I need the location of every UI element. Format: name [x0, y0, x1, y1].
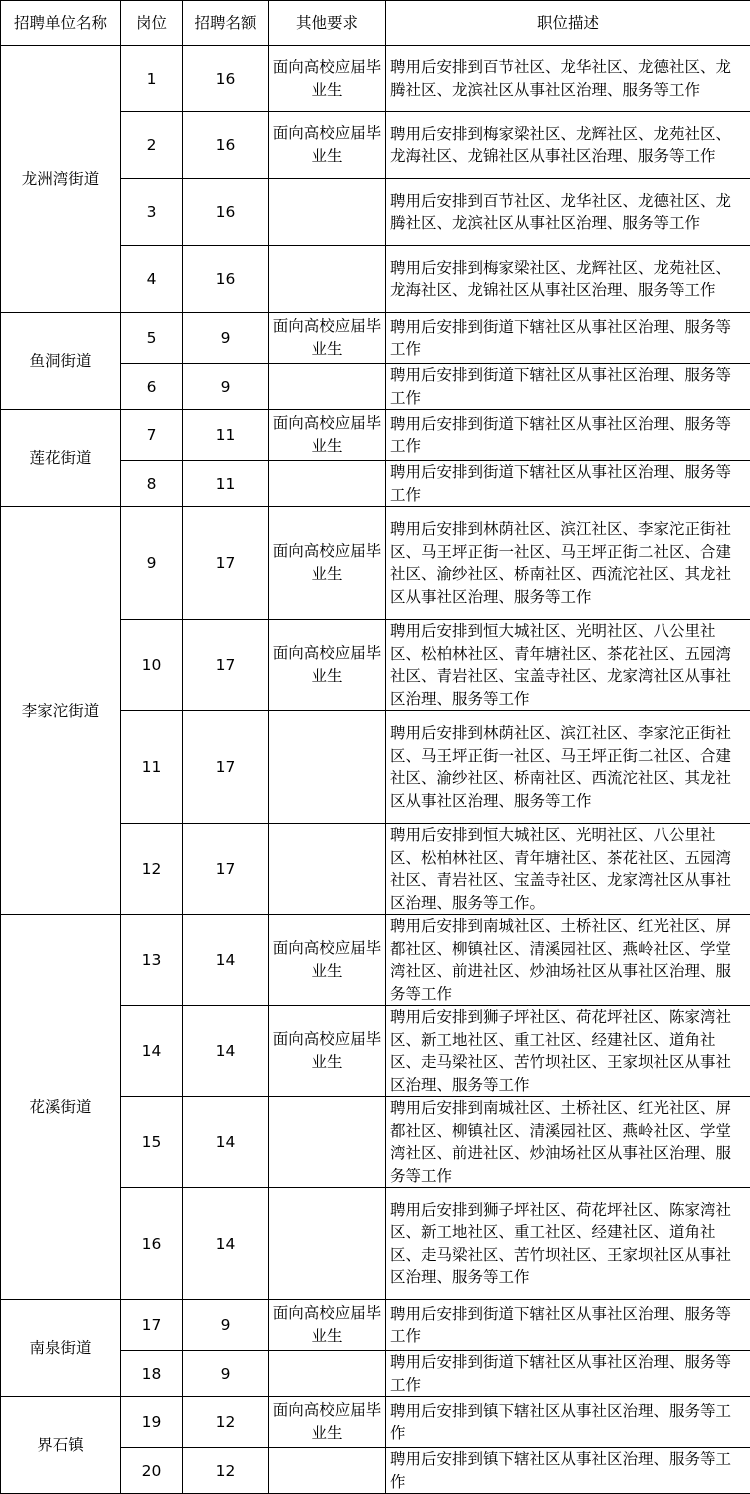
description: 聘用后安排到街道下辖社区从事社区治理、服务等工作 — [386, 1351, 750, 1397]
post-number: 15 — [121, 1097, 183, 1188]
post-number: 6 — [121, 364, 183, 410]
description: 聘用后安排到街道下辖社区从事社区治理、服务等工作 — [386, 313, 750, 364]
description: 聘用后安排到镇下辖社区从事社区治理、服务等工作 — [386, 1448, 750, 1494]
unit-name: 花溪街道 — [1, 915, 121, 1300]
description: 聘用后安排到狮子坪社区、荷花坪社区、陈家湾社区、新工地社区、重工社区、经建社区、道角社区、走马梁社区、苦竹坝社区、王家坝社区从事社区治理、服务等工作 — [386, 1188, 750, 1300]
header-unit-name: 招聘单位名称 — [1, 1, 121, 46]
table-row — [1, 915, 750, 1006]
requirement — [269, 1448, 386, 1494]
post-number: 8 — [121, 461, 183, 507]
requirement — [269, 461, 386, 507]
header-quota: 招聘名额 — [183, 1, 269, 46]
requirement — [269, 1351, 386, 1397]
quota: 12 — [183, 1397, 269, 1448]
quota: 16 — [183, 246, 269, 313]
requirement: 面向高校应届毕业生 — [269, 1300, 386, 1351]
description: 聘用后安排到梅家梁社区、龙辉社区、龙苑社区、龙海社区、龙锦社区从事社区治理、服务等工作 — [386, 246, 750, 313]
quota: 14 — [183, 1097, 269, 1188]
description: 聘用后安排到狮子坪社区、荷花坪社区、陈家湾社区、新工地社区、重工社区、经建社区、道角社区、走马梁社区、苦竹坝社区、王家坝社区从事社区治理、服务等工作 — [386, 1006, 750, 1097]
description: 聘用后安排到街道下辖社区从事社区治理、服务等工作 — [386, 410, 750, 461]
post-number: 5 — [121, 313, 183, 364]
description: 聘用后安排到恒大城社区、光明社区、八公里社区、松柏林社区、青年塘社区、茶花社区、五园湾社区、青岩社区、宝盖寺社区、龙家湾社区从事社区治理、服务等工作。 — [386, 824, 750, 915]
quota: 14 — [183, 1006, 269, 1097]
quota: 14 — [183, 915, 269, 1006]
quota: 17 — [183, 711, 269, 824]
description: 聘用后安排到南城社区、土桥社区、红光社区、屏都社区、柳镇社区、清溪园社区、燕岭社区、学堂湾社区、前进社区、炒油场社区从事社区治理、服务等工作 — [386, 915, 750, 1006]
quota: 14 — [183, 1188, 269, 1300]
requirement — [269, 1188, 386, 1300]
description: 聘用后安排到梅家梁社区、龙辉社区、龙苑社区、龙海社区、龙锦社区从事社区治理、服务等工作 — [386, 112, 750, 179]
post-number: 4 — [121, 246, 183, 313]
description: 聘用后安排到南城社区、土桥社区、红光社区、屏都社区、柳镇社区、清溪园社区、燕岭社区、学堂湾社区、前进社区、炒油场社区从事社区治理、服务等工作 — [386, 1097, 750, 1188]
unit-name: 南泉街道 — [1, 1300, 121, 1397]
header-requirements: 其他要求 — [269, 1, 386, 46]
post-number: 17 — [121, 1300, 183, 1351]
unit-name: 界石镇 — [1, 1397, 121, 1494]
header-post: 岗位 — [121, 1, 183, 46]
quota: 17 — [183, 824, 269, 915]
quota: 11 — [183, 410, 269, 461]
unit-name: 李家沱街道 — [1, 507, 121, 915]
quota: 9 — [183, 364, 269, 410]
requirement — [269, 179, 386, 246]
requirement: 面向高校应届毕业生 — [269, 507, 386, 620]
table-row — [1, 507, 750, 620]
post-number: 19 — [121, 1397, 183, 1448]
quota: 17 — [183, 507, 269, 620]
requirement: 面向高校应届毕业生 — [269, 313, 386, 364]
requirement — [269, 711, 386, 824]
description: 聘用后安排到街道下辖社区从事社区治理、服务等工作 — [386, 1300, 750, 1351]
post-number: 14 — [121, 1006, 183, 1097]
table-row — [1, 46, 750, 112]
requirement — [269, 824, 386, 915]
quota: 9 — [183, 1300, 269, 1351]
post-number: 7 — [121, 410, 183, 461]
unit-name: 龙洲湾街道 — [1, 46, 121, 313]
post-number: 20 — [121, 1448, 183, 1494]
requirement: 面向高校应届毕业生 — [269, 112, 386, 179]
description: 聘用后安排到林荫社区、滨江社区、李家沱正街社区、马王坪正街一社区、马王坪正街二社区、合建社区、渝纱社区、桥南社区、西流沱社区、其龙社区从事社区治理、服务等工作 — [386, 711, 750, 824]
post-number: 12 — [121, 824, 183, 915]
requirement — [269, 364, 386, 410]
description: 聘用后安排到百节社区、龙华社区、龙德社区、龙腾社区、龙滨社区从事社区治理、服务等工作 — [386, 46, 750, 112]
description: 聘用后安排到镇下辖社区从事社区治理、服务等工作 — [386, 1397, 750, 1448]
quota: 9 — [183, 313, 269, 364]
quota: 9 — [183, 1351, 269, 1397]
table-row — [1, 410, 750, 461]
description: 聘用后安排到林荫社区、滨江社区、李家沱正街社区、马王坪正街一社区、马王坪正街二社区、合建社区、渝纱社区、桥南社区、西流沱社区、其龙社区从事社区治理、服务等工作 — [386, 507, 750, 620]
table-row — [1, 313, 750, 364]
description: 聘用后安排到街道下辖社区从事社区治理、服务等工作 — [386, 461, 750, 507]
requirement — [269, 246, 386, 313]
header-row — [1, 1, 750, 46]
unit-name: 莲花街道 — [1, 410, 121, 507]
post-number: 2 — [121, 112, 183, 179]
post-number: 10 — [121, 620, 183, 711]
post-number: 16 — [121, 1188, 183, 1300]
requirement — [269, 1097, 386, 1188]
description: 聘用后安排到百节社区、龙华社区、龙德社区、龙腾社区、龙滨社区从事社区治理、服务等工作 — [386, 179, 750, 246]
quota: 12 — [183, 1448, 269, 1494]
requirement: 面向高校应届毕业生 — [269, 620, 386, 711]
header-description: 职位描述 — [386, 1, 750, 46]
post-number: 1 — [121, 46, 183, 112]
requirement: 面向高校应届毕业生 — [269, 1006, 386, 1097]
quota: 16 — [183, 46, 269, 112]
table-row — [1, 1300, 750, 1351]
unit-name: 鱼洞街道 — [1, 313, 121, 410]
post-number: 9 — [121, 507, 183, 620]
quota: 17 — [183, 620, 269, 711]
description: 聘用后安排到恒大城社区、光明社区、八公里社区、松柏林社区、青年塘社区、茶花社区、五园湾社区、青岩社区、宝盖寺社区、龙家湾社区从事社区治理、服务等工作 — [386, 620, 750, 711]
table-row — [1, 1397, 750, 1448]
post-number: 18 — [121, 1351, 183, 1397]
post-number: 13 — [121, 915, 183, 1006]
requirement: 面向高校应届毕业生 — [269, 915, 386, 1006]
quota: 16 — [183, 179, 269, 246]
post-number: 3 — [121, 179, 183, 246]
requirement: 面向高校应届毕业生 — [269, 1397, 386, 1448]
description: 聘用后安排到街道下辖社区从事社区治理、服务等工作 — [386, 364, 750, 410]
quota: 16 — [183, 112, 269, 179]
requirement: 面向高校应届毕业生 — [269, 410, 386, 461]
quota: 11 — [183, 461, 269, 507]
requirement: 面向高校应届毕业生 — [269, 46, 386, 112]
post-number: 11 — [121, 711, 183, 824]
